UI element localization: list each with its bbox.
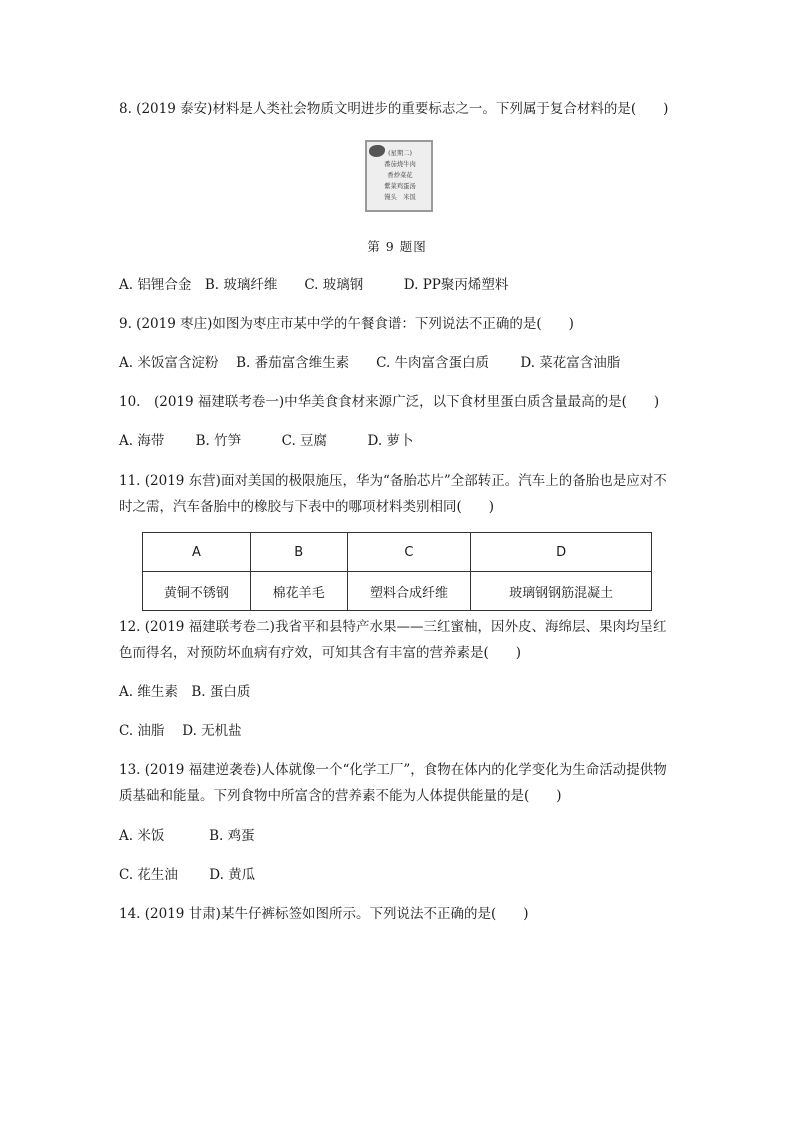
question-12-stem-line1: 12. (2019 福建联考卷二)我省平和县特产水果——三红蜜柚，因外皮、海绵层、果肉均呈红 [119,619,667,635]
question-12-options-ab: A. 维生素 B. 蛋白质 [119,684,251,700]
table-cell: 黄铜不锈钢 [143,572,251,611]
question-9-options: A. 米饭富含淀粉 B. 番茄富含维生素 C. 牛肉富含蛋白质 D. 菜花富含油脂 [119,355,621,371]
question-8-options: A. 铝锂合金 B. 玻璃纤维 C. 玻璃钢 D. PP聚丙烯塑料 [119,277,509,293]
menu-item: 香炒菜花 [387,172,413,179]
question-8-stem: 8. (2019 泰安)材料是人类社会物质文明进步的重要标志之一。下列属于复合材料的是( ) [119,101,669,117]
question-10-options: A. 海带 B. 竹笋 C. 豆腐 D. 萝卜 [119,433,414,449]
table-cell: 塑料合成纤维 [347,572,471,611]
menu-lines [373,148,427,203]
menu-item: 番茄烧牛肉 [384,161,416,168]
material-table [142,532,652,611]
question-11-stem-line1: 11. (2019 东营)面对美国的极限施压，华为“备胎芯片”全部转正。汽车上的备胎也是应对不 [119,473,667,489]
menu-item: 紫菜鸡蛋汤 [384,183,416,190]
question-11-stem-line2: 时之需，汽车备胎中的橡胶与下表中的哪项材料类别相同( ) [119,499,495,515]
menu-item: 馒头 米饭 [384,194,416,201]
question-13-stem-line2: 质基础和能量。下列食物中所富含的营养素不能为人体提供能量的是( ) [119,788,562,804]
question-13-stem-line1: 13. (2019 福建逆袭卷)人体就像一个“化学工厂”，食物在体内的化学变化为生命活动提供物 [119,762,667,778]
table-cell: 棉花羊毛 [250,572,347,611]
table-cell: 玻璃钢钢筋混凝土 [471,572,652,611]
lunch-menu-image [365,140,433,212]
table-header-row [143,533,652,572]
question-13-options-cd: C. 花生油 D. 黄瓜 [119,867,256,883]
question-12-options-cd: C. 油脂 D. 无机盐 [119,723,242,739]
question-12-stem-line2: 色而得名，对预防坏血病有疗效，可知其含有丰富的营养素是( ) [119,645,522,661]
table-header-cell: D [471,533,652,572]
table-header-cell: C [347,533,471,572]
table-row [143,572,652,611]
question-9-stem: 9. (2019 枣庄)如图为枣庄市某中学的午餐食谱：下列说法不正确的是( ) [119,316,574,332]
figure-caption: 第 9 题图 [367,239,427,254]
question-10-stem: 10. (2019 福建联考卷一)中华美食食材来源广泛，以下食材里蛋白质含量最高的是( ) [119,394,660,410]
question-14-stem: 14. (2019 甘肃)某牛仔裤标签如图所示。下列说法不正确的是( ) [119,906,529,922]
menu-header: (星期二) [388,150,412,157]
table-header-cell: A [143,533,251,572]
table-header-cell: B [250,533,347,572]
question-13-options-ab: A. 米饭 B. 鸡蛋 [119,828,255,844]
